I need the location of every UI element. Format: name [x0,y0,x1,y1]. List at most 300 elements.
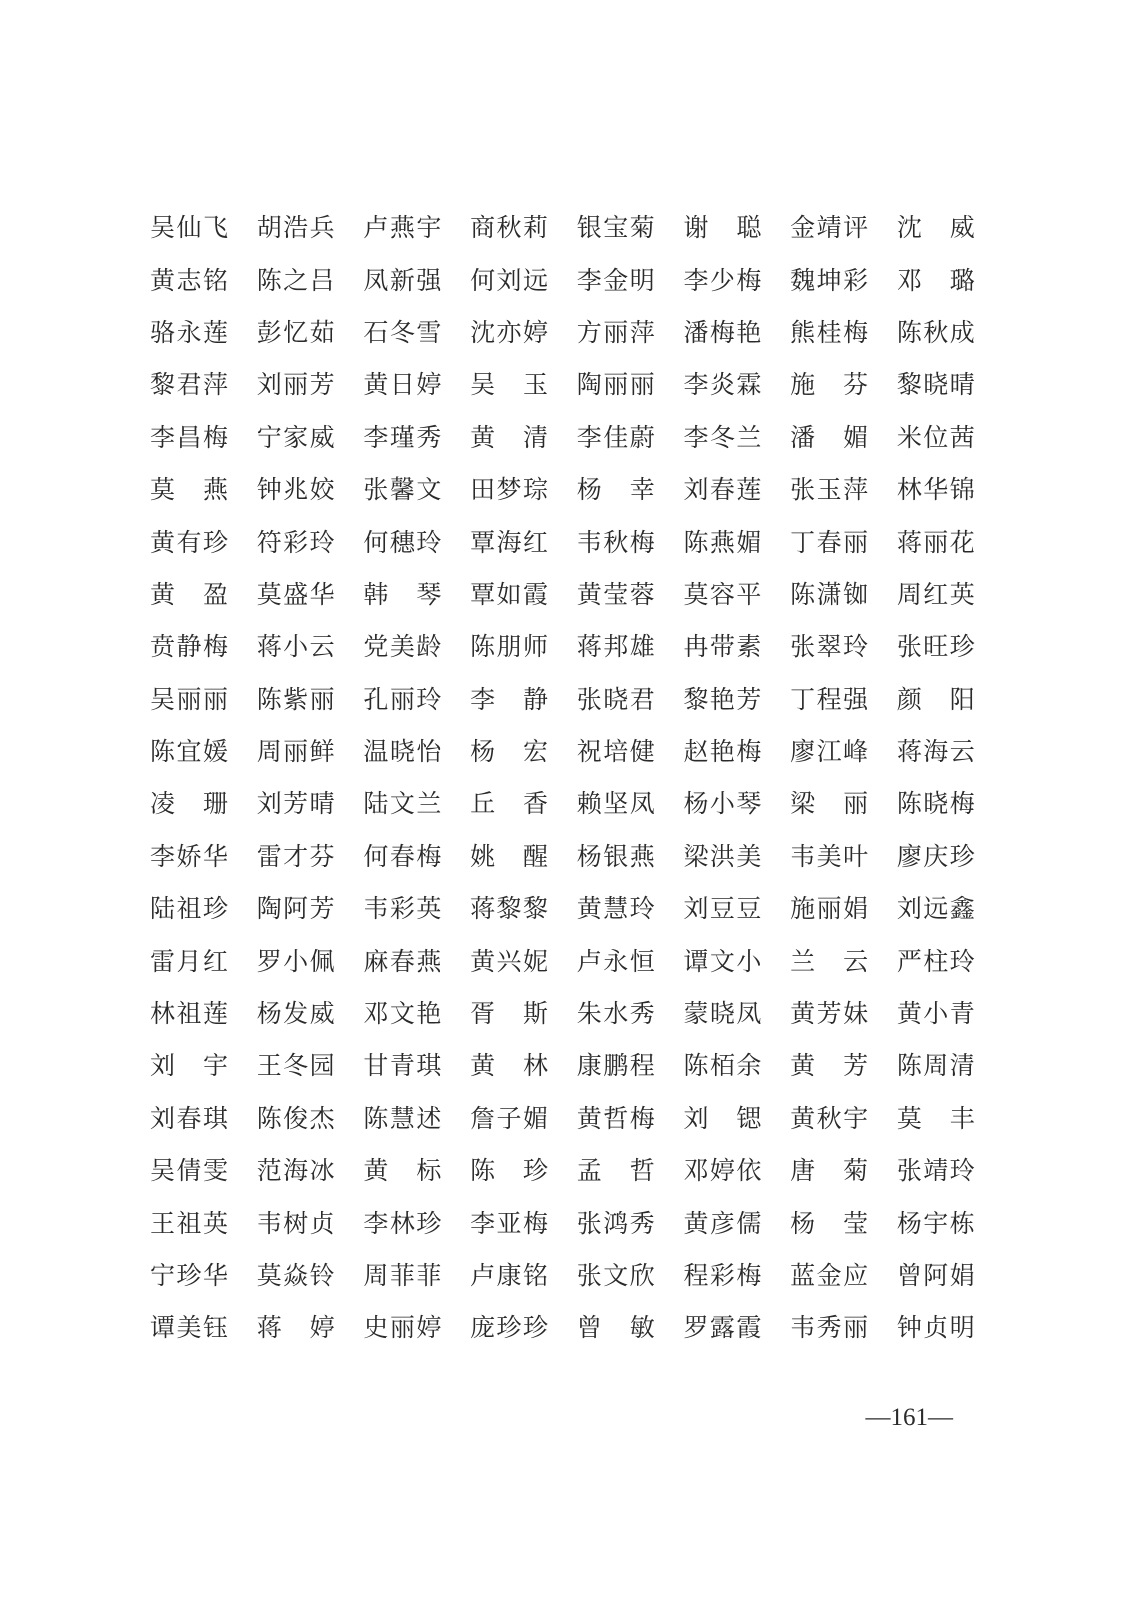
name-cell [683,724,790,776]
person-name: 丁春丽 [790,527,869,557]
name-row [150,567,980,619]
name-cell [363,672,470,724]
person-name: 李冬兰 [683,422,762,452]
person-name: 邓 璐 [896,265,975,295]
person-name: 甘青琪 [363,1051,442,1081]
person-name: 黄秋宇 [790,1103,869,1133]
name-row [150,357,980,409]
person-name: 何刘远 [470,265,549,295]
name-cell [790,410,897,462]
name-cell [683,1248,790,1300]
name-cell [897,1038,1004,1090]
person-name: 黄慧玲 [576,894,655,924]
person-name: 曾 敏 [576,1313,655,1343]
name-cell [470,514,577,566]
name-cell [257,1300,364,1352]
person-name: 张馨文 [363,475,442,505]
name-cell [683,933,790,985]
name-row [150,305,980,357]
name-cell [790,1091,897,1143]
person-name: 韦彩英 [363,894,442,924]
person-name: 宁家威 [256,422,335,452]
name-cell [470,1091,577,1143]
name-cell [683,410,790,462]
name-cell [577,881,684,933]
name-cell [470,305,577,357]
name-cell [363,305,470,357]
name-cell [897,1248,1004,1300]
name-cell [790,933,897,985]
person-name: 周红英 [896,579,975,609]
name-cell [470,1248,577,1300]
name-cell [470,567,577,619]
person-name: 黄彦儒 [683,1208,762,1238]
person-name: 魏坤彩 [790,265,869,295]
person-name: 丘 香 [470,789,549,819]
person-name: 蒋小云 [256,632,335,662]
name-cell [470,357,577,409]
name-cell [577,305,684,357]
name-cell [470,410,577,462]
name-cell [363,724,470,776]
name-cell [790,514,897,566]
name-cell [790,619,897,671]
name-row [150,672,980,724]
name-cell [790,829,897,881]
name-cell [257,462,364,514]
name-cell [790,1195,897,1247]
name-cell [363,881,470,933]
person-name: 刘丽芳 [256,370,335,400]
person-name: 杨 幸 [576,475,655,505]
person-name: 陶阿芳 [256,894,335,924]
person-name: 陈俊杰 [256,1103,335,1133]
name-row [150,1091,980,1143]
person-name: 黄志铭 [150,265,228,295]
person-name: 凤新强 [363,265,442,295]
person-name: 谭文小 [683,946,762,976]
person-name: 韦秀丽 [790,1313,869,1343]
name-cell [790,1300,897,1352]
person-name: 廖庆珍 [896,841,975,871]
name-cell [257,252,364,304]
person-name: 钟兆姣 [256,475,335,505]
person-name: 蓝金应 [790,1261,869,1290]
name-row [150,1038,980,1090]
person-name: 罗露霞 [683,1313,762,1343]
person-name: 黄小青 [896,999,975,1029]
name-cell [470,252,577,304]
name-cell [577,672,684,724]
person-name: 李 静 [470,684,549,714]
name-cell [577,1248,684,1300]
person-name: 陈燕媚 [683,527,762,557]
person-name: 韩 琴 [363,579,442,609]
name-cell [683,1091,790,1143]
name-cell [150,776,257,828]
name-row [150,933,980,985]
name-cell [257,567,364,619]
person-name: 卢燕宇 [363,213,442,243]
person-name: 孟 哲 [576,1156,655,1186]
name-row [150,1300,980,1352]
person-name: 胥 斯 [470,999,549,1029]
name-row [150,724,980,776]
name-cell [150,200,257,252]
person-name: 麻春燕 [363,946,442,976]
name-cell [257,619,364,671]
person-name: 温晓怡 [363,737,442,767]
person-name: 祝培健 [576,737,655,767]
name-cell [470,462,577,514]
name-cell [790,567,897,619]
name-cell [683,200,790,252]
name-cell [257,829,364,881]
name-cell [577,514,684,566]
name-cell [790,252,897,304]
name-cell [897,881,1004,933]
name-cell [470,1300,577,1352]
person-name: 李炎霖 [683,370,762,400]
person-name: 刘芳晴 [256,789,335,819]
person-name: 李昌梅 [150,422,228,452]
person-name: 颜 阳 [896,684,975,714]
person-name: 陆祖珍 [150,894,228,924]
name-cell [150,1248,257,1300]
name-cell [577,357,684,409]
name-cell [790,1248,897,1300]
person-name: 姚 醒 [470,841,549,871]
person-name: 覃如霞 [470,579,549,609]
person-name: 李林珍 [363,1208,442,1238]
name-cell [790,672,897,724]
person-name: 杨 莹 [790,1208,869,1238]
name-cell [683,881,790,933]
person-name: 黄 芳 [790,1051,869,1081]
name-cell [363,1038,470,1090]
name-cell [683,1300,790,1352]
person-name: 蒋黎黎 [470,894,549,924]
name-cell [577,619,684,671]
name-cell [363,776,470,828]
person-name: 李娇华 [150,841,228,871]
name-cell [897,933,1004,985]
person-name: 刘春莲 [683,475,762,505]
person-name: 冉带素 [683,632,762,662]
person-name: 胡浩兵 [256,213,335,243]
name-cell [577,567,684,619]
name-cell [150,252,257,304]
name-cell [257,1038,364,1090]
name-cell [897,1091,1004,1143]
name-cell [257,1195,364,1247]
name-cell [897,567,1004,619]
person-name: 黄 盈 [150,579,228,609]
name-row [150,462,980,514]
person-name: 刘 锶 [683,1103,762,1133]
name-cell [150,1091,257,1143]
name-cell [363,514,470,566]
person-name: 李亚梅 [470,1208,549,1238]
person-name: 彭忆茹 [256,317,335,347]
name-cell [257,1143,364,1195]
name-cell [150,305,257,357]
person-name: 宁珍华 [150,1261,228,1290]
person-name: 林祖莲 [150,999,228,1029]
page-number: —161— [865,1404,953,1431]
person-name: 蒋丽花 [896,527,975,557]
name-cell [257,776,364,828]
person-name: 陈周清 [896,1051,975,1081]
person-name: 康鹏程 [576,1051,655,1081]
person-name: 张鸿秀 [576,1208,655,1238]
person-name: 杨银燕 [576,841,655,871]
person-name: 吴倩雯 [150,1156,228,1186]
person-name: 蒋 婷 [256,1313,335,1343]
name-cell [683,1143,790,1195]
name-cell [683,619,790,671]
person-name: 蒋海云 [896,737,975,767]
person-name: 谭美钰 [150,1313,228,1343]
name-cell [897,986,1004,1038]
name-cell [897,776,1004,828]
person-name: 朱水秀 [576,999,655,1029]
name-cell [363,933,470,985]
name-cell [897,1195,1004,1247]
person-name: 陆文兰 [363,789,442,819]
name-cell [577,1143,684,1195]
name-cell [790,986,897,1038]
person-name: 严柱玲 [896,946,975,976]
name-row [150,514,980,566]
name-cell [470,200,577,252]
person-name: 杨小琴 [683,789,762,819]
name-cell [790,357,897,409]
person-name: 罗小佩 [256,946,335,976]
name-cell [150,933,257,985]
name-cell [150,410,257,462]
person-name: 陈朋师 [470,632,549,662]
person-name: 张玉萍 [790,475,869,505]
person-name: 李瑾秀 [363,422,442,452]
person-name: 蒋邦雄 [576,632,655,662]
name-cell [790,1038,897,1090]
person-name: 黄兴妮 [470,946,549,976]
person-name: 孔丽玲 [363,684,442,714]
person-name: 沈 威 [896,213,975,243]
person-name: 雷月红 [150,946,228,976]
person-name: 林华锦 [896,475,975,505]
person-name: 覃海红 [470,527,549,557]
person-name: 刘春琪 [150,1103,228,1133]
person-name: 杨 宏 [470,737,549,767]
name-cell [257,672,364,724]
person-name: 银宝菊 [576,213,655,243]
person-name: 党美龄 [363,632,442,662]
name-cell [683,357,790,409]
person-name: 熊桂梅 [790,317,869,347]
name-cell [150,567,257,619]
name-cell [363,1195,470,1247]
name-cell [257,357,364,409]
person-name: 何穗玲 [363,527,442,557]
name-cell [363,986,470,1038]
name-row [150,1248,980,1300]
name-row [150,1143,980,1195]
person-name: 梁洪美 [683,841,762,871]
person-name: 谢 聪 [683,213,762,243]
person-name: 吴 玉 [470,370,549,400]
name-row [150,776,980,828]
name-cell [683,514,790,566]
name-cell [150,881,257,933]
person-name: 陈晓梅 [896,789,975,819]
person-name: 凌 珊 [150,789,228,819]
person-name: 金靖评 [790,213,869,243]
person-name: 黄 林 [470,1051,549,1081]
person-name: 米位茜 [896,422,975,452]
person-name: 陈慧述 [363,1103,442,1133]
name-cell [363,1248,470,1300]
name-cell [577,462,684,514]
person-name: 庞珍珍 [470,1313,549,1343]
name-cell [897,305,1004,357]
name-cell [577,776,684,828]
name-cell [897,357,1004,409]
name-cell [683,567,790,619]
person-name: 石冬雪 [363,317,442,347]
person-name: 丁程强 [790,684,869,714]
person-name: 梁 丽 [790,789,869,819]
name-cell [470,776,577,828]
person-name: 施 芬 [790,370,869,400]
person-name: 刘 宇 [150,1051,228,1081]
person-name: 陈秋成 [896,317,975,347]
person-name: 李少梅 [683,265,762,295]
name-cell [470,724,577,776]
name-list [150,200,980,1353]
name-row [150,986,980,1038]
name-cell [363,1300,470,1352]
name-cell [897,1143,1004,1195]
name-cell [683,1195,790,1247]
name-cell [577,410,684,462]
name-cell [257,724,364,776]
person-name: 范海冰 [256,1156,335,1186]
name-cell [470,1143,577,1195]
name-cell [790,724,897,776]
name-cell [577,933,684,985]
name-cell [577,829,684,881]
person-name: 邓文艳 [363,999,442,1029]
name-cell [257,986,364,1038]
name-row [150,881,980,933]
name-cell [790,305,897,357]
name-cell [257,514,364,566]
name-cell [790,776,897,828]
name-cell [363,1091,470,1143]
name-cell [470,829,577,881]
person-name: 杨宇栋 [896,1208,975,1238]
name-cell [577,1300,684,1352]
name-cell [363,357,470,409]
person-name: 商秋莉 [470,213,549,243]
name-cell [683,252,790,304]
name-cell [897,252,1004,304]
name-cell [150,514,257,566]
person-name: 莫焱铃 [256,1261,335,1290]
name-cell [150,1038,257,1090]
name-cell [897,672,1004,724]
name-cell [897,1300,1004,1352]
person-name: 廖江峰 [790,737,869,767]
name-cell [897,462,1004,514]
name-cell [683,1038,790,1090]
name-cell [257,200,364,252]
name-cell [257,410,364,462]
person-name: 王祖英 [150,1208,228,1238]
name-cell [257,1248,364,1300]
name-cell [683,462,790,514]
person-name: 韦秋梅 [576,527,655,557]
person-name: 吴仙飞 [150,213,228,243]
person-name: 王冬园 [256,1051,335,1081]
person-name: 陶丽丽 [576,370,655,400]
name-cell [150,1143,257,1195]
person-name: 刘远鑫 [896,894,975,924]
name-cell [790,1143,897,1195]
name-cell [683,829,790,881]
name-cell [363,829,470,881]
name-cell [577,724,684,776]
name-cell [150,357,257,409]
person-name: 钟贞明 [896,1313,975,1343]
person-name: 莫 燕 [150,475,228,505]
name-row [150,200,980,252]
person-name: 莫 丰 [896,1103,975,1133]
name-cell [363,619,470,671]
person-name: 周丽鲜 [256,737,335,767]
person-name: 张靖玲 [896,1156,975,1186]
name-cell [363,252,470,304]
name-cell [150,724,257,776]
name-cell [470,881,577,933]
name-cell [577,1038,684,1090]
name-cell [470,1038,577,1090]
person-name: 黄日婷 [363,370,442,400]
name-row [150,829,980,881]
name-cell [150,619,257,671]
person-name: 刘豆豆 [683,894,762,924]
person-name: 曾阿娟 [896,1261,975,1290]
name-cell [897,200,1004,252]
person-name: 詹子媚 [470,1103,549,1133]
person-name: 卢康铭 [470,1261,549,1290]
person-name: 陈潇铷 [790,579,869,609]
name-cell [897,514,1004,566]
person-name: 蒙晓凤 [683,999,762,1029]
person-name: 韦美叶 [790,841,869,871]
name-cell [790,200,897,252]
name-cell [683,672,790,724]
name-cell [363,462,470,514]
name-cell [363,567,470,619]
name-cell [257,1091,364,1143]
person-name: 张晓君 [576,684,655,714]
person-name: 黄芳妹 [790,999,869,1029]
person-name: 张旺珍 [896,632,975,662]
person-name: 符彩玲 [256,527,335,557]
